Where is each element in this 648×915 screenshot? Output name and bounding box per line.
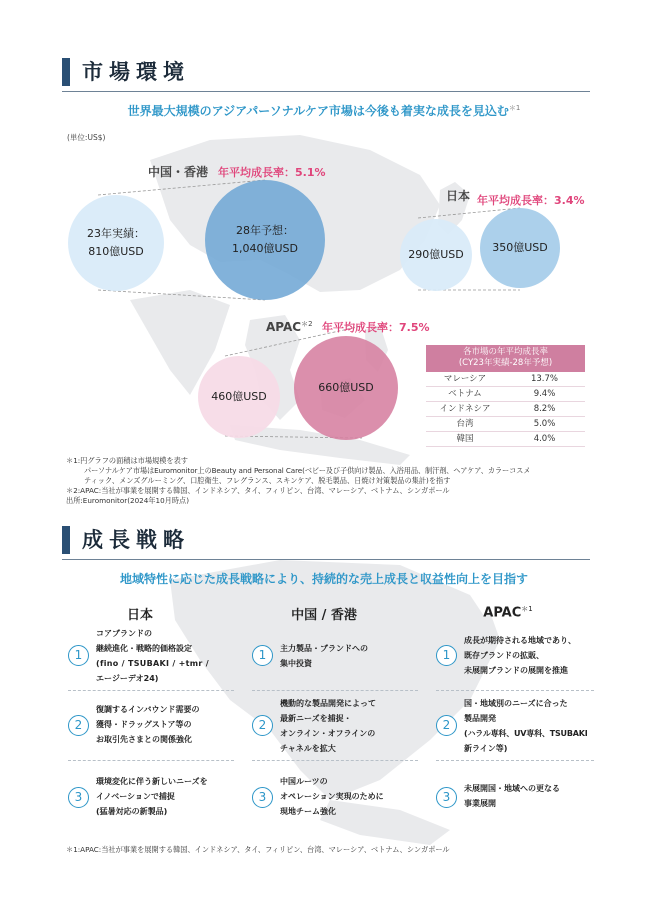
section-title-market: 市場環境 (82, 60, 190, 84)
apac-market-label (266, 319, 313, 334)
item-line: 新ライン等) (464, 744, 508, 753)
strategy-item-text (96, 626, 232, 686)
item-line: オペレーション実現のために (280, 792, 384, 801)
item-number: 2 (436, 715, 457, 736)
growth-table-header (426, 345, 585, 372)
item-number: 1 (68, 645, 89, 666)
item-line: エージーデオ24) (96, 674, 159, 683)
item-line: コアブランドの (96, 629, 152, 638)
item-divider (68, 690, 234, 691)
apac-label-text: APAC (266, 320, 302, 334)
table-cell-country: インドネシア (439, 404, 491, 414)
item-line: 未展開ブランドの展開を推進 (464, 666, 568, 675)
unit-label: (単位:US$) (67, 133, 106, 142)
china-forecast-label: 28年予想： (236, 224, 294, 237)
apac-title-text: APAC (483, 605, 522, 621)
apac-forecast-value: 660億USD (318, 381, 374, 394)
strategy-item-text (280, 641, 416, 671)
item-line: 主力製品・ブランドへの (280, 644, 368, 653)
item-line: 中国ルーツの (280, 777, 328, 786)
strategy-lead: 地域特性に応じた成長戦略により、持続的な売上成長と収益性向上を目指す (119, 572, 528, 586)
table-cell-country: マレーシア (443, 374, 487, 384)
strategy-column-title-japan: 日本 (126, 608, 153, 623)
item-line: 未展開国・地域への更なる (464, 784, 560, 793)
strategy-item-text (96, 774, 236, 819)
apac-actual-circle (198, 356, 280, 438)
section-title-strategy: 成長戦略 (82, 528, 190, 552)
growth-rate-table (426, 345, 585, 447)
item-divider (436, 690, 594, 691)
strategy-item-text (280, 774, 420, 819)
item-line: 現地チーム強化 (280, 807, 336, 816)
item-line: 既存ブランドの拡販、 (464, 651, 544, 660)
table-cell-country: ベトナム (448, 389, 482, 399)
item-number: 1 (436, 645, 457, 666)
apac-actual-value: 460億USD (211, 390, 267, 403)
item-line: 機動的な製品開発によって (280, 699, 376, 708)
table-cell-country: 台湾 (456, 419, 474, 429)
japan-cagr: 年平均成長率：3.4% (477, 194, 585, 207)
item-divider (252, 760, 418, 761)
item-number: 2 (252, 715, 273, 736)
item-line: 成長が期待される地域であり、 (464, 636, 576, 645)
section-rule (62, 559, 590, 560)
item-line: お取引先さまとの関係強化 (96, 735, 192, 744)
note-line: 出所:Euromonitor(2024年10月時点) (66, 496, 190, 505)
item-line: 環境変化に伴う新しいニーズを (96, 777, 208, 786)
item-line: 事業展開 (464, 799, 496, 808)
table-cell-rate: 9.4% (533, 389, 556, 399)
item-line: (ハラル専科、UV専科、TSUBAKI (464, 729, 588, 738)
item-line: 獲得・ドラッグストア等の (96, 720, 192, 729)
strategy-item-text (464, 633, 604, 678)
market-lead-text: 世界最大規模のアジアパーソナルケア市場は今後も着実な成長を見込む (127, 104, 509, 118)
item-divider (436, 760, 594, 761)
strategy-item-text (280, 696, 420, 756)
table-row (426, 387, 585, 402)
apac-title-note: ＊1 (521, 605, 533, 613)
table-row (426, 417, 585, 432)
strategy-column-title-china: 中国 / 香港 (291, 608, 357, 623)
item-line: (猛暑対応の新製品) (96, 807, 168, 816)
china-actual-label: 23年実績： (87, 227, 145, 240)
table-cell-rate: 4.0% (533, 434, 556, 444)
note-line: ＊1:円グラフの面積は市場規模を表す (66, 456, 188, 465)
china-forecast-circle (205, 180, 325, 300)
japan-forecast-value: 350億USD (492, 241, 548, 254)
china-cagr: 年平均成長率：5.1% (218, 166, 326, 179)
market-lead-note: ＊1 (508, 104, 521, 112)
item-line: オンライン・オフラインの (280, 729, 376, 738)
apac-cagr: 年平均成長率：7.5% (322, 321, 430, 334)
section-header-strategy (62, 520, 590, 560)
strategy-item-text (96, 702, 236, 747)
item-number: 3 (68, 787, 89, 808)
china-market-label: 中国・香港 (148, 165, 209, 179)
table-row (426, 402, 585, 417)
item-number: 2 (68, 715, 89, 736)
table-cell-rate: 8.2% (533, 404, 556, 414)
item-number: 3 (252, 787, 273, 808)
apac-forecast-circle (294, 336, 398, 440)
item-line: 集中投資 (280, 659, 312, 668)
china-actual-value: 810億USD (88, 245, 144, 258)
japan-actual-circle (400, 219, 472, 291)
japan-market-label: 日本 (446, 189, 471, 203)
table-cell-country: 韓国 (456, 434, 474, 444)
item-number: 1 (252, 645, 273, 666)
note-line: ＊2:APAC:当社が事業を展開する韓国、インドネシア、タイ、フィリピン、台湾、マレーシア、ベトナム、シンガポール (66, 486, 450, 495)
table-cell-rate: 13.7% (530, 374, 558, 384)
item-number: 3 (436, 787, 457, 808)
section-bar (62, 526, 70, 554)
item-line: 製品開発 (464, 714, 496, 723)
item-line: 国・地域別のニーズに合った (464, 699, 568, 708)
strategy-item-text (464, 781, 604, 811)
strategy-column-title-apac (428, 604, 588, 620)
china-actual-circle (68, 195, 164, 291)
item-line: (fino / TSUBAKI / +tmr / (96, 659, 209, 668)
growth-table-header-line2: (CY23年実績-28年予想) (458, 358, 553, 368)
strategy-footnote: ＊1:APAC:当社が事業を展開する韓国、インドネシア、タイ、フィリピン、台湾、マレーシア、ベトナム、シンガポール (66, 845, 450, 854)
table-cell-rate: 5.0% (533, 419, 556, 429)
apac-label-note: ＊2 (301, 320, 313, 328)
strategy-item-text (464, 696, 604, 756)
japan-forecast-circle (480, 208, 560, 288)
market-notes (66, 456, 596, 506)
table-row (426, 432, 585, 447)
note-line: パーソナルケア市場はEuromonitor上のBeauty and Personal Care(ベビー及び子供向け製品、入浴用品、制汗剤、ヘアケア、カラーコスメ (84, 466, 531, 475)
item-line: 復調するインバウンド需要の (96, 705, 200, 714)
table-row (426, 372, 585, 387)
china-forecast-value: 1,040億USD (232, 242, 298, 255)
note-line: ティック、メンズグルーミング、口腔衛生、フレグランス、スキンケア、脱毛製品、日焼け対策製品の集計)を指す (84, 476, 451, 485)
item-line: 継続進化・戦略的価格設定 (96, 644, 192, 653)
item-divider (68, 760, 234, 761)
item-divider (252, 690, 418, 691)
item-line: 最新ニーズを捕捉・ (280, 714, 352, 723)
item-line: イノベーションで捕捉 (96, 792, 175, 801)
item-line: チャネルを拡大 (280, 744, 336, 753)
japan-actual-value: 290億USD (408, 248, 464, 261)
growth-table-header-line1: 各市場の年平均成長率 (462, 347, 548, 357)
